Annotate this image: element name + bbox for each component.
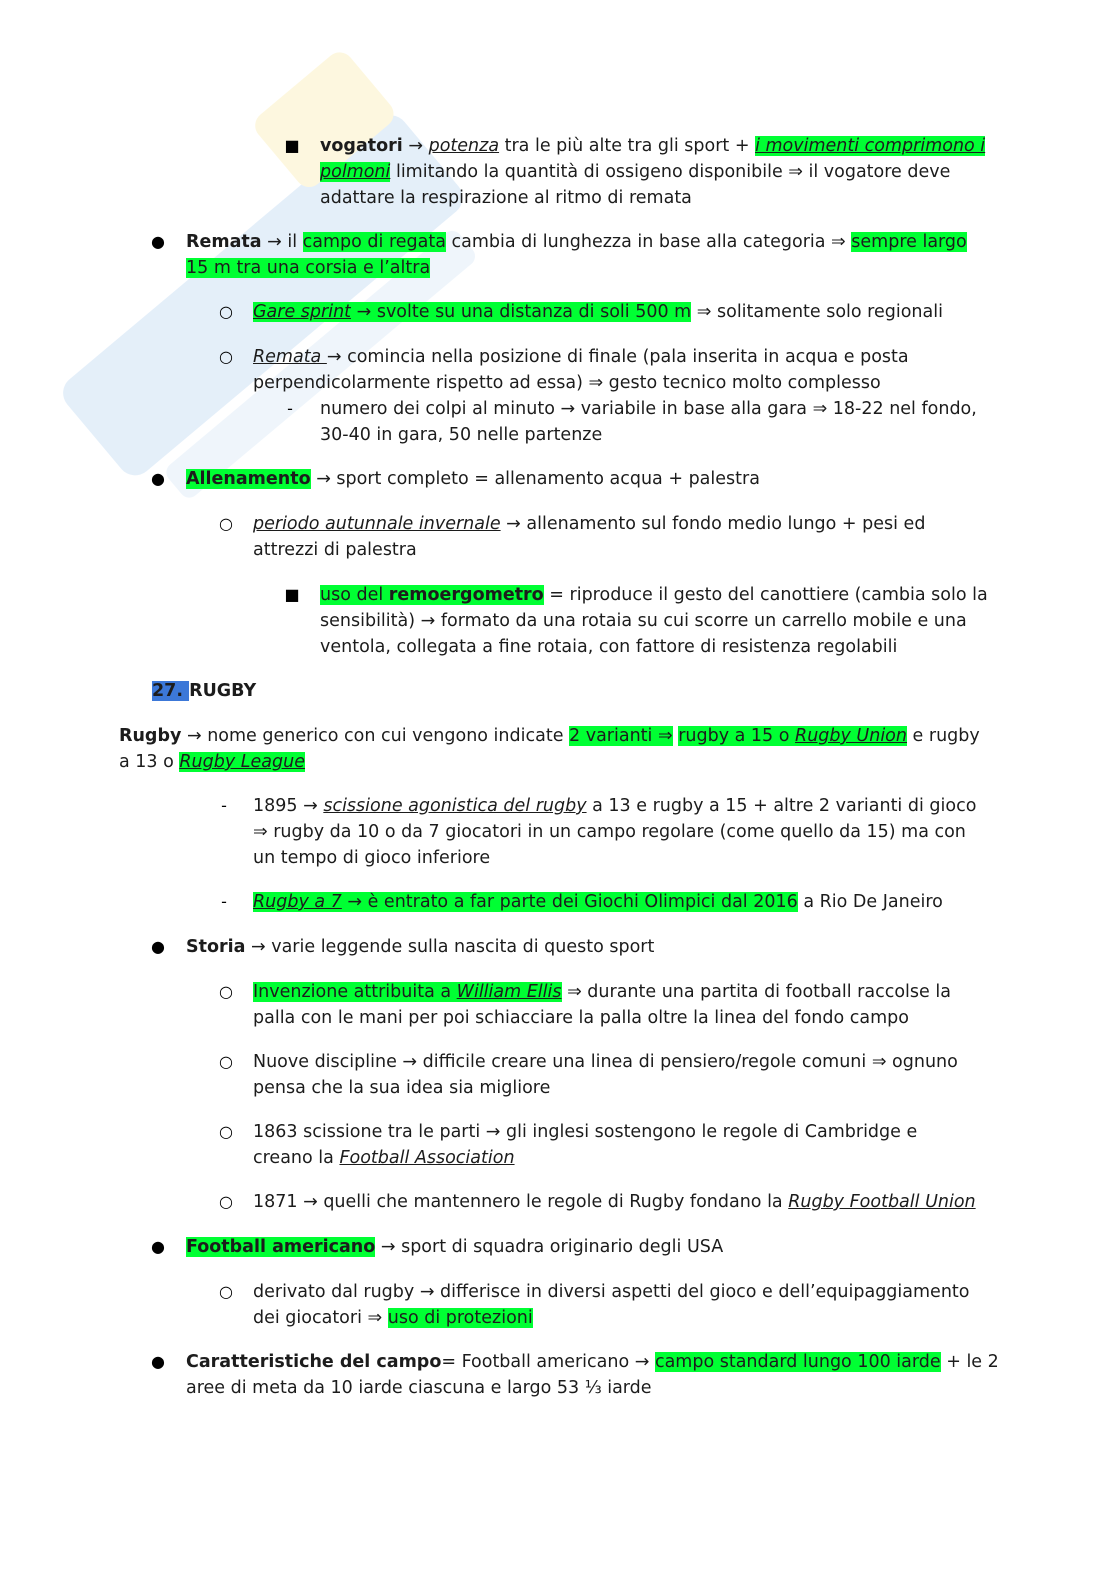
text-line [253, 793, 976, 819]
text-line [119, 749, 305, 775]
highlighted-term: Gare sprint [253, 302, 352, 322]
text-line: attrezzi di palestra [253, 540, 417, 560]
highlighted-term: Rugby League [179, 752, 305, 772]
text-line [253, 511, 925, 537]
italic-term: Football Association [339, 1148, 515, 1168]
highlighted-text: i movimenti comprimono i [755, 136, 986, 156]
text-line [253, 889, 943, 915]
text-line [186, 229, 967, 255]
highlighted-term: remoergometro [388, 585, 544, 605]
bold-term: vogatori [320, 136, 403, 156]
text-line [320, 133, 985, 159]
circle-bullet: ○ [219, 1052, 233, 1071]
text-line: palla con le mani per poi schiacciare la palla oltre la linea del fondo campo [253, 1008, 909, 1028]
bold-term: Storia [186, 937, 246, 957]
text-line: derivato dal rugby → differisce in diversi aspetti del gioco e dell’equipaggiamento [253, 1282, 970, 1302]
highlighted-term: Rugby Union [795, 726, 907, 746]
highlighted-term: Rugby a 7 [253, 892, 342, 912]
disc-bullet: ● [151, 469, 165, 488]
text: → il [261, 232, 303, 252]
text-line: adattare la respirazione al ritmo di remata [320, 188, 692, 208]
highlighted-text: sempre largo [851, 232, 967, 252]
text: e rugby [906, 726, 980, 746]
text: creano la [253, 1148, 340, 1168]
text-line [320, 582, 988, 608]
text-line [186, 1349, 999, 1375]
highlighted-text: rugby a 15 o [678, 726, 796, 746]
italic-term: Remata [253, 347, 327, 367]
highlighted-text: uso del [320, 585, 389, 605]
bold-term: Remata [186, 232, 262, 252]
disc-bullet: ● [151, 232, 165, 251]
text-line [253, 1305, 533, 1331]
text-line [186, 934, 654, 960]
text: → sport di squadra originario degli USA [375, 1237, 724, 1257]
bold-term: Rugby [119, 726, 182, 746]
text-line [186, 255, 430, 281]
dash-bullet: - [221, 892, 227, 911]
highlighted-text: → è entrato a far parte dei Giochi Olimpici dal 2016 [341, 892, 798, 912]
dash-bullet: - [221, 796, 227, 815]
text: → comincia nella posizione di finale (pala inserita in acqua e posta [326, 347, 909, 367]
text: limitando la quantità di ossigeno disponibile ⇒ il vogatore deve [390, 162, 951, 182]
italic-term: scissione agonistica del rugby [323, 796, 587, 816]
circle-bullet: ○ [219, 514, 233, 533]
italic-term: potenza [428, 136, 500, 156]
text-line: ⇒ rugby da 10 o da 7 giocatori in un campo regolare (come quello da 15) ma con [253, 822, 966, 842]
text-line: aree di meta da 10 iarde ciascuna e largo 53 ⅓ iarde [186, 1378, 652, 1398]
circle-bullet: ○ [219, 347, 233, 366]
text-line [253, 1189, 976, 1215]
section-number: 27. [152, 681, 190, 701]
highlighted-term: Allenamento [186, 469, 311, 489]
text: → varie leggende sulla nascita di questo sport [245, 937, 655, 957]
circle-bullet: ○ [219, 1282, 233, 1301]
text-line: sensibilità) → formato da una rotaia su cui scorre un carrello mobile e una [320, 611, 967, 631]
text-line: perpendicolarmente rispetto ad essa) ⇒ gesto tecnico molto complesso [253, 373, 881, 393]
circle-bullet: ○ [219, 1192, 233, 1211]
highlighted-term: Football americano [186, 1237, 376, 1257]
text-line [253, 979, 951, 1005]
text-line [119, 723, 980, 749]
highlighted-text: → svolte su una distanza di soli 500 m [351, 302, 692, 322]
text: → [402, 136, 429, 156]
text-line [253, 299, 943, 325]
text: dei giocatori ⇒ [253, 1308, 388, 1328]
disc-bullet: ● [151, 1237, 165, 1256]
italic-term: Rugby Football Union [788, 1192, 976, 1212]
circle-bullet: ○ [219, 1122, 233, 1141]
text-line: Nuove discipline → difficile creare una linea di pensiero/regole comuni ⇒ ognuno [253, 1052, 958, 1072]
highlighted-text: polmoni [320, 162, 391, 182]
disc-bullet: ● [151, 1352, 165, 1371]
highlighted-text: campo di regata [302, 232, 446, 252]
text: → sport completo = allenamento acqua + palestra [310, 469, 760, 489]
text: + le 2 [940, 1352, 999, 1372]
highlighted-term: William Ellis [456, 982, 562, 1002]
text-line: numero dei colpi al minuto → variabile in base alla gara ⇒ 18-22 nel fondo, [320, 399, 977, 419]
bold-term: Caratteristiche del campo [186, 1352, 442, 1372]
text-line [253, 344, 909, 370]
text: ⇒ solitamente solo regionali [691, 302, 943, 322]
circle-bullet: ○ [219, 302, 233, 321]
text: cambia di lunghezza in base alla categoria ⇒ [445, 232, 852, 252]
text-line: ventola, collegata a fine rotaia, con fattore di resistenza regolabili [320, 637, 898, 657]
text: a 13 o [119, 752, 180, 772]
section-title: RUGBY [189, 681, 257, 701]
circle-bullet: ○ [219, 982, 233, 1001]
text-line [253, 1145, 515, 1171]
text-line: un tempo di gioco inferiore [253, 848, 491, 868]
text: = riproduce il gesto del canottiere (cambia solo la [543, 585, 988, 605]
dash-bullet: - [287, 399, 293, 418]
text-line: 1863 scissione tra le parti → gli inglesi sostengono le regole di Cambridge e [253, 1122, 918, 1142]
highlighted-text: uso di protezioni [387, 1308, 533, 1328]
disc-bullet: ● [151, 937, 165, 956]
text: tra le più alte tra gli sport + [499, 136, 756, 156]
text: 1871 → quelli che mantennero le regole di Rugby fondano la [253, 1192, 789, 1212]
highlighted-text: Invenzione attribuita a [253, 982, 457, 1002]
highlighted-text: 2 varianti ⇒ [569, 726, 673, 746]
text: a 13 e rugby a 15 + altre 2 varianti di gioco [586, 796, 977, 816]
text: = Football americano → [441, 1352, 655, 1372]
text: 1895 → [253, 796, 324, 816]
text: → nome generico con cui vengono indicate [181, 726, 570, 746]
text-line [186, 466, 760, 492]
highlighted-text: 15 m tra una corsia e l’altra [186, 258, 431, 278]
square-bullet: ■ [284, 136, 300, 155]
text-line [186, 1234, 723, 1260]
text: ⇒ durante una partita di football raccolse la [561, 982, 951, 1002]
text: a Rio De Janeiro [797, 892, 943, 912]
text-line: pensa che la sua idea sia migliore [253, 1078, 551, 1098]
square-bullet: ■ [284, 585, 300, 604]
text-line [320, 159, 950, 185]
text: → allenamento sul fondo medio lungo + pesi ed [500, 514, 926, 534]
highlighted-text: campo standard lungo 100 iarde [654, 1352, 941, 1372]
section-heading [152, 678, 256, 704]
italic-term: periodo autunnale invernale [253, 514, 501, 534]
text-line: 30-40 in gara, 50 nelle partenze [320, 425, 603, 445]
